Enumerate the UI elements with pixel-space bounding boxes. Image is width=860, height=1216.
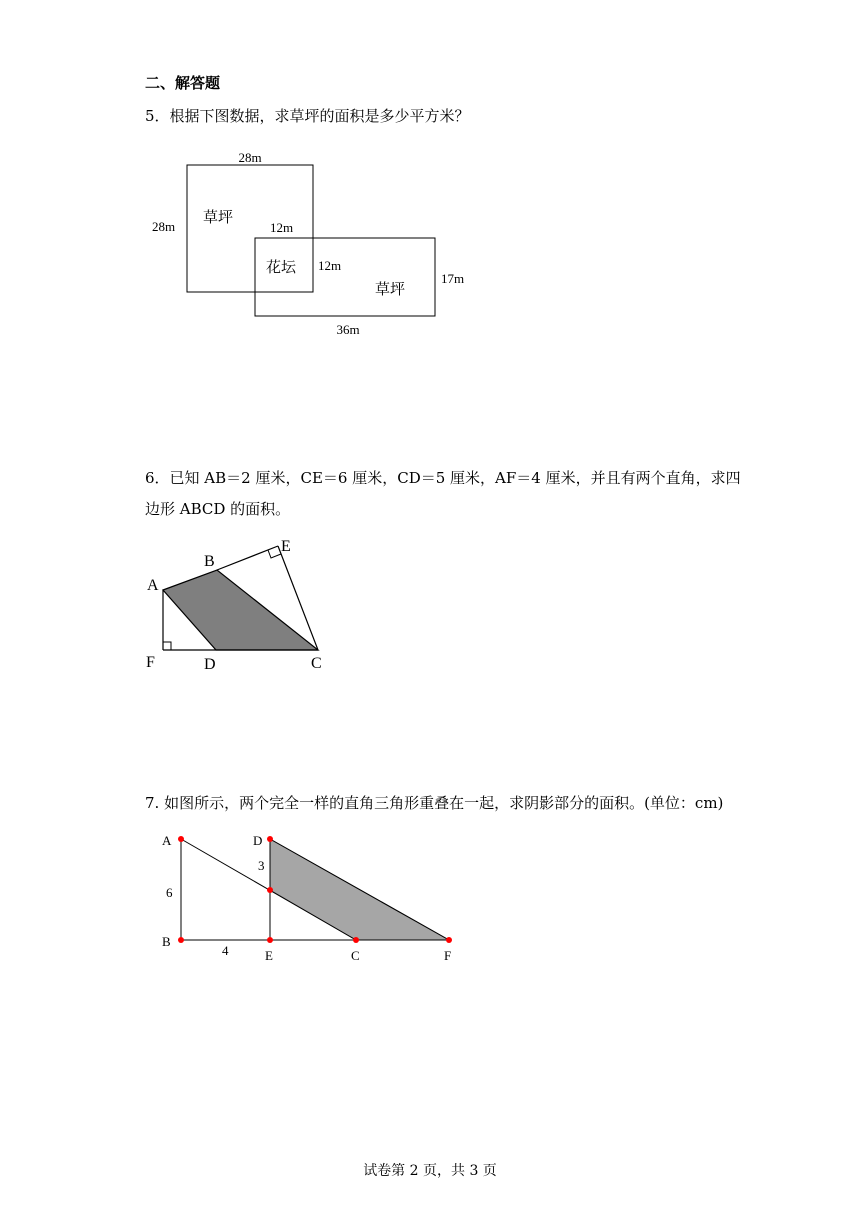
point-b-label: B [162,934,171,949]
point-c-label: C [311,655,322,672]
label-lawn-left: 草坪 [203,210,234,226]
label-length-ab: 6 [166,885,173,900]
label-top-width: 28m [238,150,262,165]
point-b-label: B [204,553,215,570]
question-6-text-line1: 6．已知 AB＝2 厘米，CE＝6 厘米，CD＝5 厘米，AF＝4 厘米，并且有两个直角，求四 [145,469,741,487]
label-left-height: 28m [152,219,176,234]
label-length-be: 4 [222,943,229,958]
point-d-dot [267,836,273,842]
point-a-dot [178,836,184,842]
section-title: 二、解答题 [145,74,221,92]
label-overlap-width: 12m [270,220,294,235]
point-c-label: C [351,948,360,963]
question-7-text: 7. 如图所示，两个完全一样的直角三角形重叠在一起，求阴影部分的面积。(单位：cm) [145,794,724,812]
page-footer: 试卷第 2 页，共 3 页 [363,1163,497,1179]
point-f-label: F [444,948,452,963]
point-f-label: F [146,654,155,671]
intersection-dot [267,887,273,893]
label-right-height: 17m [441,271,465,286]
point-d-label: D [253,833,263,848]
label-bottom-width: 36m [336,322,360,337]
point-e-dot [267,937,273,943]
point-b-dot [178,937,184,943]
question-6-text-line2: 边形 ABCD 的面积。 [145,500,291,518]
point-c-dot [353,937,359,943]
point-d-label: D [204,656,216,673]
point-a-label: A [147,577,159,594]
point-f-dot [446,937,452,943]
question-5-text: 5．根据下图数据，求草坪的面积是多少平方米？ [145,107,470,125]
point-e-label: E [265,948,273,963]
point-e-label: E [281,538,291,555]
label-length-d: 3 [258,858,265,873]
label-overlap-height: 12m [318,258,342,273]
point-a-label: A [162,833,172,848]
label-flowerbed: 花坛 [266,260,297,276]
label-lawn-right: 草坪 [375,282,406,298]
